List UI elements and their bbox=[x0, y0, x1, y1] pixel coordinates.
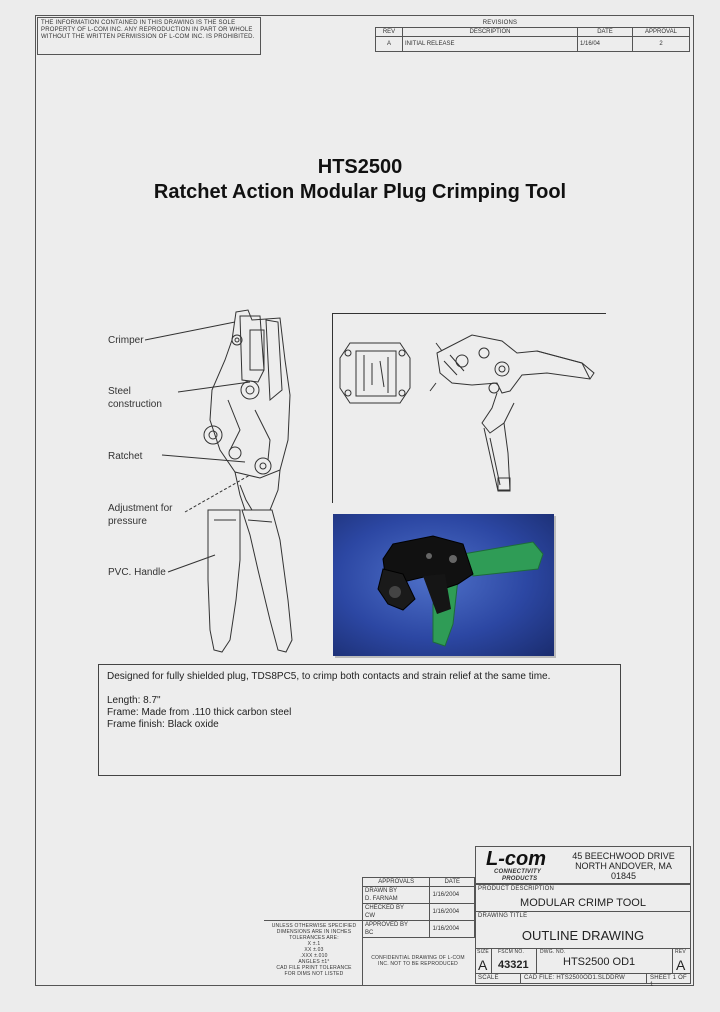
dwg-no-label: DWG. NO. bbox=[540, 949, 566, 955]
fscm-cell bbox=[491, 948, 537, 974]
spec-frame: Frame: Made from .110 thick carbon steel bbox=[107, 707, 292, 718]
approved-by-label: APPROVED BY bbox=[365, 922, 409, 928]
checked-by-cell bbox=[363, 904, 430, 921]
date-header: DATE bbox=[578, 28, 633, 37]
approved-by-cell bbox=[363, 921, 430, 938]
approved-date: 1/16/2004 bbox=[430, 921, 475, 938]
drawn-by-name: D. FARNAM bbox=[365, 896, 398, 902]
date-cell: 1/16/04 bbox=[578, 37, 633, 52]
tolerance-line-3: TOLERANCES ARE: bbox=[289, 935, 339, 941]
tolerance-line-6: .XXX ±.010 bbox=[300, 953, 328, 959]
drawing-title-label: DRAWING TITLE bbox=[478, 913, 528, 919]
approvals-date-header: DATE bbox=[430, 878, 475, 887]
company-block bbox=[475, 846, 691, 884]
product-photo bbox=[333, 514, 554, 656]
sheet-number: SHEET 1 OF 1 bbox=[650, 975, 687, 988]
callout-ratchet: Ratchet bbox=[108, 451, 143, 462]
tolerance-line-4: X ±.1 bbox=[307, 941, 321, 947]
checked-by-label: CHECKED BY bbox=[365, 905, 405, 911]
tolerance-line-7: ANGLES ±1° bbox=[298, 959, 330, 965]
size-cell bbox=[475, 948, 492, 974]
callout-steel: Steel construction bbox=[108, 386, 162, 410]
product-description-block bbox=[475, 884, 691, 912]
approvals-header: APPROVALS bbox=[363, 878, 430, 887]
rev-value: A bbox=[676, 957, 686, 973]
drawn-by-label: DRAWN BY bbox=[365, 888, 398, 894]
address-line-2: NORTH ANDOVER, MA bbox=[575, 861, 672, 871]
approved-by-name: BC bbox=[365, 930, 374, 936]
product-description-label: PRODUCT DESCRIPTION bbox=[478, 886, 555, 892]
drawn-by-cell bbox=[363, 887, 430, 904]
approval-cell: 2 bbox=[633, 37, 690, 52]
size-value: A bbox=[478, 957, 488, 973]
address-line-3: 01845 bbox=[610, 871, 637, 881]
crimp-tool-photo-graphic bbox=[333, 514, 554, 656]
spec-length: Length: 8.7" bbox=[107, 695, 161, 706]
l-com-logo: L-com bbox=[486, 848, 546, 870]
detail-views-drawing bbox=[332, 313, 606, 503]
address-line-1: 45 BEECHWOOD DRIVE bbox=[572, 851, 675, 861]
tolerance-line-8: CAD FILE PRINT TOLERANCE bbox=[276, 965, 352, 971]
approvals-table bbox=[362, 877, 475, 938]
company-address bbox=[561, 851, 686, 881]
tolerance-line-2: DIMENSIONS ARE IN INCHES bbox=[276, 929, 352, 935]
part-number-title: HTS2500 bbox=[317, 156, 403, 178]
approval-header: APPROVAL bbox=[633, 28, 690, 37]
checked-date: 1/16/2004 bbox=[430, 904, 475, 921]
callout-handle: PVC. Handle bbox=[108, 567, 166, 578]
tolerance-line-5: XX ±.03 bbox=[304, 947, 324, 953]
fscm-number: 43321 bbox=[498, 959, 529, 971]
dwg-no-cell bbox=[536, 948, 673, 974]
rev-cell-box bbox=[672, 948, 691, 974]
callout-crimper: Crimper bbox=[108, 335, 144, 346]
dwg-number: HTS2500 OD1 bbox=[563, 956, 636, 968]
tolerance-line-1: UNLESS OTHERWISE SPECIFIED bbox=[271, 923, 357, 929]
description-cell: INITIAL RELEASE bbox=[403, 37, 578, 52]
drawing-title: OUTLINE DRAWING bbox=[521, 928, 645, 943]
drawn-date: 1/16/2004 bbox=[430, 887, 475, 904]
confidentiality-note: CONFIDENTIAL DRAWING OF L-COM INC. NOT TO BE REPRODUCED bbox=[371, 955, 465, 967]
spec-description: Designed for fully shielded plug, TDS8PC5, to crimp both contacts and strain relief at the same time. bbox=[107, 671, 551, 682]
tolerance-line-9: FOR DIMS NOT LISTED bbox=[284, 971, 344, 977]
rev-label: REV bbox=[675, 949, 686, 955]
revisions-title: REVISIONS bbox=[482, 20, 518, 26]
logo-sub-connectivity: CONNECTIVITY bbox=[494, 869, 542, 875]
tolerance-notes bbox=[268, 923, 360, 977]
product-name-title: Ratchet Action Modular Plug Crimping Tool bbox=[153, 181, 567, 203]
description-header: DESCRIPTION bbox=[403, 28, 578, 37]
specifications-box bbox=[98, 664, 621, 776]
checked-by-name: CW bbox=[365, 913, 375, 919]
tool-front-view-drawing bbox=[140, 300, 310, 660]
revisions-table bbox=[375, 27, 690, 52]
rev-cell: A bbox=[376, 37, 403, 52]
logo-sub-products: PRODUCTS bbox=[502, 876, 538, 882]
fscm-label: FSCM NO. bbox=[498, 949, 525, 955]
callout-adjustment: Adjustment for pressure bbox=[108, 503, 173, 527]
spec-finish: Frame finish: Black oxide bbox=[107, 719, 219, 730]
drawing-title-block bbox=[475, 911, 691, 949]
scale-label: SCALE bbox=[478, 975, 499, 981]
bottom-divider-1 bbox=[520, 974, 521, 984]
cad-file: CAD FILE: HTS2500OD1.SLDDRW bbox=[524, 975, 625, 981]
confidential-notice: THE INFORMATION CONTAINED IN THIS DRAWING IS THE SOLE PROPERTY OF L-COM INC. ANY REPRODUCTION IN PART OR WHOLE WITHOUT THE WRITTEN PERMISSION OF L-COM INC. IS PROHIBITED. bbox=[37, 17, 261, 55]
size-label: SIZE bbox=[477, 949, 489, 955]
product-description: MODULAR CRIMP TOOL bbox=[520, 897, 646, 909]
bottom-divider-2 bbox=[646, 974, 647, 984]
bottom-info-row bbox=[475, 973, 691, 988]
rev-header: REV bbox=[376, 28, 403, 37]
